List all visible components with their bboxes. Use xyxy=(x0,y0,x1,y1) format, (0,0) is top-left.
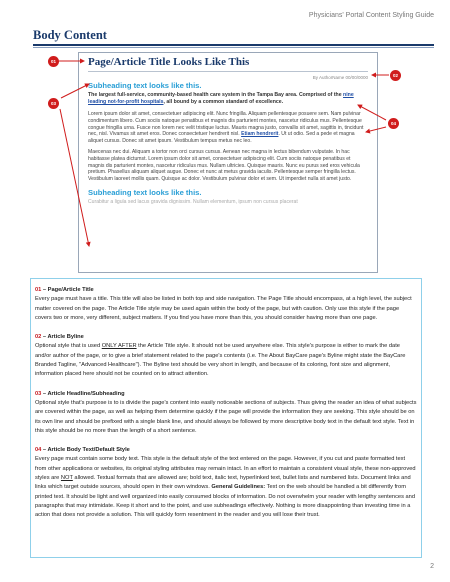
description-04-guidelines-label: General Guidelines: xyxy=(211,484,266,491)
description-02 xyxy=(35,333,417,379)
marker-03: 03 xyxy=(48,98,59,109)
mock-body-link[interactable]: Etiam hendrerit xyxy=(241,131,279,138)
marker-04: 04 xyxy=(388,118,399,129)
description-03-number: 03 xyxy=(35,390,42,397)
mock-body-text-end: . Ut ut odio. Sed a pede et magna aliquet cursus. Donec sit amet ipsum. Vestibulum tempus metus nec leo. xyxy=(88,131,355,144)
description-02-text-end: the Article Title style. It should not be used anywhere else. This style's purpose is either to mark the date and/or author of the page, or to give a brief statement related to the page's contents (i.e. The About BayCare page's Byline might state the BayCare Branded Tagline, "Advanced Healthcare"). The Byline text should be very short in length, and because of its coloring, font size and alignment, information placed here should not be counted on to attract attention. xyxy=(35,343,406,378)
description-02-heading xyxy=(35,334,84,340)
description-02-emphasis: ONLY AFTER xyxy=(101,343,137,350)
description-04 xyxy=(35,446,417,520)
description-01-text: Every page must have a title. This title will also be listed in both top and side navigation. The Page Title should encompass, at a high level, the subject matter covered on the page. The Article Title style may be used again within the body of the page, but with caution. Only use this style if the page covers two or more, very different, subject matters. If you find you have more than this, you should consider having more than one page. xyxy=(35,296,412,321)
description-04-text-end: Text on the web should be handled a bit differently from printed text. It should be light and well organized into easily consumed blocks of information. Do not overwhelm your reader with lengthy sentences and paragraphs that may intimidate. Keep it short and to the point, and use subheadings effectively. Nothing is more disappointing than investing time in a action that does not provide a solution. This will quickly form resentment in the reader and you will lose their trust. xyxy=(35,484,416,519)
mock-subheading-2: Subheading text looks like this. xyxy=(88,188,202,198)
mock-subheading: Subheading text looks like this. xyxy=(88,81,202,90)
doc-header: Physicians' Portal Content Styling Guide xyxy=(308,12,434,19)
description-03 xyxy=(35,390,417,436)
arrow-04-a xyxy=(358,105,386,120)
mock-body-text: Lorem ipsum dolor sit amet, consectetuer adipiscing elit. Nunc fringilla. Aliquam pellentesque posuere sem. Nam pulvinar condimentum libero. Cum sociis natoque penatibus et magnis dis parturient montes, nascetur ridiculus mus. Pellentesque congue fringilla urna. Fusce non lorem nec velit tristique luctus. Mauris magna justo, convallis sit amet, sagittis in, tincidunt nec, nisl. Vivamus sit amet eros. Donec consectetuer hendrerit nisl. xyxy=(88,111,364,138)
description-04-emphasis: NOT xyxy=(60,475,73,482)
section-title: Body Content xyxy=(33,28,107,42)
description-01-heading xyxy=(35,287,94,293)
description-03-text: Optional style that's purpose is to is divide the page's content into easily noticeable sections of subjects. Thus giving the reader an idea of what subjects are covered within the page, as well as helping them determine quickly if the page will provide the information they are seeking. This style should be on its own line and should be prefixed with a single blank line, and should always be followed by more descriptive body text in the default text style. Text in this style should be no more than the length of a short sentence. xyxy=(35,399,417,434)
mock-hospitals-link[interactable]: nine leading not-for-profit hospitals xyxy=(88,92,354,106)
mock-body-faded: Curabitur a ligula sed lacus gravida dignissim. Nullam elementum, ipsum non cursus placerat xyxy=(88,199,298,206)
mock-lead-text-end: , all bound by a common standard of excellence. xyxy=(163,99,284,106)
arrow-03-b xyxy=(60,109,89,246)
style-descriptions-box xyxy=(30,278,422,558)
description-01 xyxy=(35,286,417,323)
description-04-title: – Article Body Text/Default Style xyxy=(41,447,130,454)
description-03-heading xyxy=(35,391,125,397)
description-02-text: Optional style that is used xyxy=(35,343,102,350)
page-number: 2 xyxy=(430,563,434,570)
arrow-04-b xyxy=(366,127,386,132)
description-02-title: – Article Byline xyxy=(41,334,84,341)
description-02-number: 02 xyxy=(35,334,42,341)
description-04-number: 04 xyxy=(35,447,42,454)
description-01-number: 01 xyxy=(35,287,42,293)
description-04-text: Every page must contain some body text. This style is the default style of the text entered on the page. However, if you cut and paste formatted text from other applications or websites, its original styling attributes may remain intact. In an effort to maintain a consistent visual style, these non-approved styles are xyxy=(35,456,416,482)
marker-01: 01 xyxy=(48,56,59,67)
mock-body-paragraph-2: Maecenas nec dui. Aliquam a tortor non orci cursus cursus. Aenean nec magna in lectus bibendum vulputate. In hac habitasse platea dictumst. Lorem ipsum dolor sit amet, consectetuer adipiscing elit. Cum sociis natoque penatibus et magnis dis parturient montes, nascetur ridiculus mus. Nullam ultricies. Quisque mauris. Nunc eu purus sed eros vehicula pretium. Phasellus aliquam aliquet augue. Donec et nunc at metus gravida iaculis. Pellentesque semper fringilla lectus. Vestibulum laoreet mollis quam. Quisque ac dolor. Vestibulum pulvinar dolor et sem. Ut imperdiet nulla sit amet justo. xyxy=(88,149,360,182)
marker-02: 02 xyxy=(390,70,401,81)
arrow-03-a xyxy=(61,84,89,98)
mock-lead-text: The largest full-service, community-based health care system in the Tampa Bay area. Comprised of the xyxy=(88,92,344,98)
mock-byline: By AuthorName 00/00/0000 xyxy=(312,75,368,80)
description-04-heading xyxy=(35,447,130,453)
description-03-title: – Article Headline/Subheading xyxy=(41,390,125,397)
description-01-title: – Page/Article Title xyxy=(41,287,94,293)
description-04-text-mid: allowed. Textual formats that are allowed are; bold text, italic text, hyperlinked text, bullet lists and numbered lists. Document links and links which target outside sources, should open in their own windows. xyxy=(35,475,411,491)
mock-page-title: Page/Article Title Looks Like This xyxy=(88,56,250,68)
